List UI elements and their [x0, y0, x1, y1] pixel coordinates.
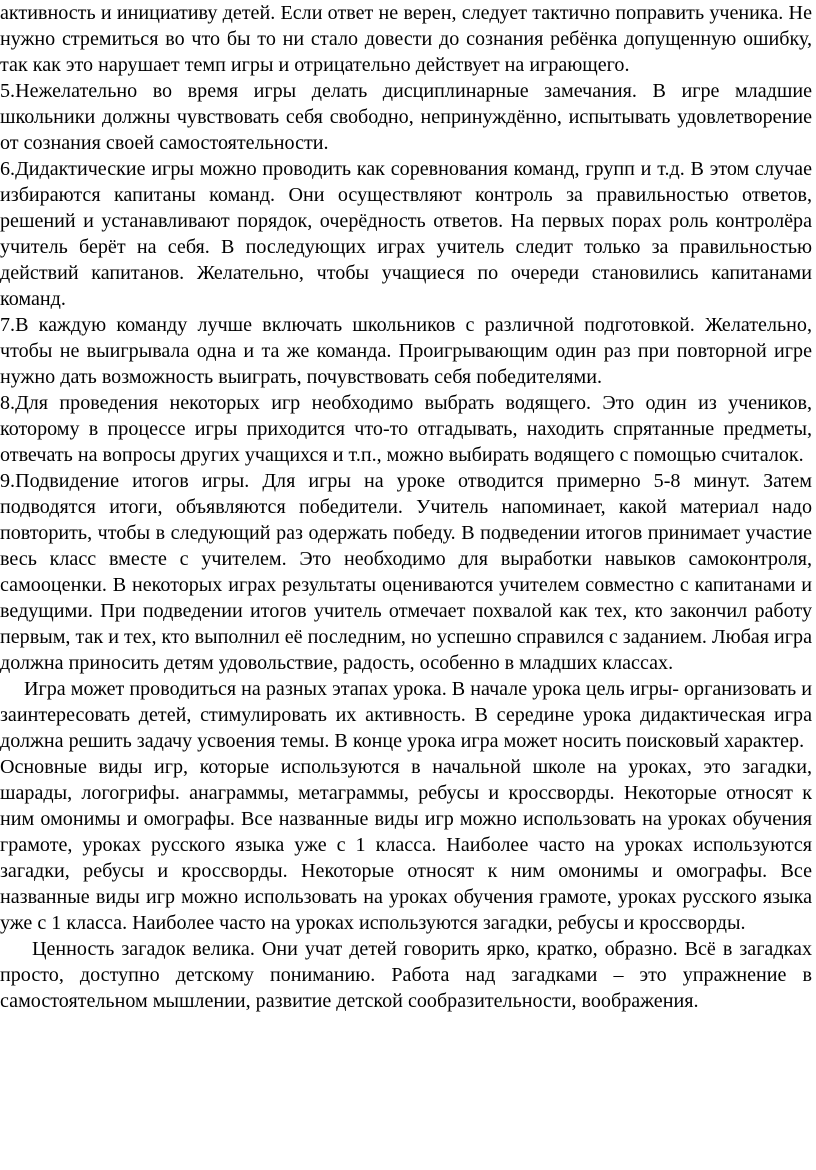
- paragraph-continuation: активность и инициативу детей. Если ответ не верен, следует тактично поправить ученика. Не нужно стремиться во что бы то ни стало довести до сознания ребёнка допущенную ошибку, так как это нарушает темп игры и отрицательно действует на играющего.: [0, 2, 812, 76]
- paragraph-riddles-value: Ценность загадок велика. Они учат детей говорить ярко, кратко, образно. Всё в загадках просто, доступно детскому пониманию. Работа над загадками – это упражнение в самостоятельном мышлении, развитие детской сообразительности, воображения.: [0, 938, 812, 1012]
- paragraph-game-stages: Игра может проводиться на разных этапах урока. В начале урока цель игры- организовать и заинтересовать детей, стимулировать их активность. В середине урока дидактическая игра должна решить задачу усвоения темы. В конце урока игра может носить поисковый характер.: [0, 678, 812, 752]
- paragraph-item-5: 5.Нежелательно во время игры делать дисциплинарные замечания. В игре младшие школьники должны чувствовать себя свободно, непринуждённо, испытывать удовлетворение от сознания своей самостоятельности.: [0, 80, 812, 154]
- paragraph-game-types: Основные виды игр, которые используются в начальной школе на уроках, это загадки, шарады, логогрифы. анаграммы, метаграммы, ребусы и кроссворды. Некоторые относят к ним омонимы и омографы. Все названные виды игр можно использовать на уроках обучения грамоте, уроках русского языка уже с 1 класса. Наиболее часто на уроках используются загадки, ребусы и кроссворды. Некоторые относят к ним омонимы и омографы. Все названные виды игр можно использовать на уроках обучения грамоте, уроках русского языка уже с 1 класса. Наиболее часто на уроках используются загадки, ребусы и кроссворды.: [0, 756, 812, 934]
- paragraph-item-9: 9.Подвидение итогов игры. Для игры на уроке отводится примерно 5-8 минут. Затем подводятся итоги, объявляются победители. Учитель напоминает, какой материал надо повторить, чтобы в следующий раз одержать победу. В подведении итогов принимает участие весь класс вместе с учителем. Это необходимо для выработки навыков самоконтроля, самооценки. В некоторых играх результаты оцениваются учителем совместно с капитанами и ведущими. При подведении итогов учитель отмечает похвалой как тех, кто закончил работу первым, так и тех, кто выполнил её последним, но успешно справился с заданием. Любая игра должна приносить детям удовольствие, радость, особенно в младших классах.: [0, 470, 812, 674]
- paragraph-item-6: 6.Дидактические игры можно проводить как соревнования команд, групп и т.д. В этом случае избираются капитаны команд. Они осуществляют контроль за правильностью ответов, решений и устанавливают порядок, очерёдность ответов. На первых порах роль контролёра учитель берёт на себя. В последующих играх учитель следит только за правильностью действий капитанов. Желательно, чтобы учащиеся по очереди становились капитанами команд.: [0, 158, 812, 310]
- paragraph-item-8: 8.Для проведения некоторых игр необходимо выбрать водящего. Это один из учеников, которому в процессе игры приходится что-то отгадывать, находить спрятанные предметы, отвечать на вопросы других учащихся и т.п., можно выбирать водящего с помощью считалок.: [0, 392, 812, 466]
- paragraph-item-7: 7.В каждую команду лучше включать школьников с различной подготовкой. Желательно, чтобы не выигрывала одна и та же команда. Проигрывающим один раз при повторной игре нужно дать возможность выиграть, почувствовать себя победителями.: [0, 314, 812, 388]
